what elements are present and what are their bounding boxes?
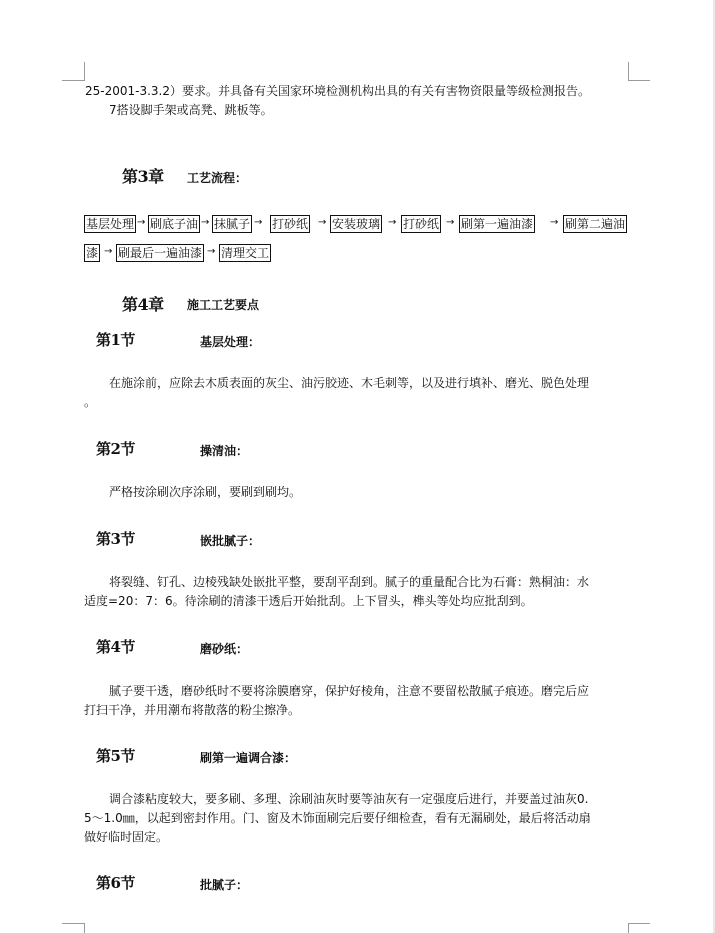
flow-arrow-icon: →: [550, 217, 559, 228]
flow-step: 打砂纸: [272, 217, 309, 231]
flow-arrow-icon: →: [104, 246, 113, 257]
crop-mark-bottom-right-v: [628, 923, 629, 933]
section-title: 基层处理：: [200, 335, 261, 349]
flow-step: 刷底子油: [150, 217, 199, 231]
flow-arrow-icon: →: [137, 217, 146, 228]
section-number: 第4节: [96, 638, 135, 656]
section-number: 第5节: [96, 747, 135, 765]
body-line: 在施涂前，应除去木质表面的灰尘、油污胶迹、木毛刺等，以及进行填补、磨光、脱色处理: [109, 376, 590, 390]
body-line: 调合漆粘度较大，要多刷、多理、涂刷油灰时要等油灰有一定强度后进行，并要盖过油灰0.: [109, 792, 589, 806]
flow-step: 刷最后一遍油漆: [118, 246, 203, 260]
body-line: 腻子要干透，磨砂纸时不要将涂膜磨穿，保护好棱角，注意不要留松散腻子痕迹。磨完后应: [109, 684, 590, 698]
section-number: 第1节: [96, 331, 135, 349]
crop-mark-top-left-h: [62, 80, 85, 81]
crop-mark-top-right-v: [628, 62, 629, 81]
crop-mark-bottom-left-h: [62, 923, 85, 924]
section-title: 操清油：: [200, 444, 249, 458]
flow-arrow-icon: →: [388, 217, 397, 228]
flow-arrow-icon: →: [318, 217, 327, 228]
flow-arrow-icon: →: [254, 217, 263, 228]
body-line: 将裂缝、钉孔、边棱残缺处嵌批平整，要刮平刮到。腻子的重量配合比为石膏：熟桐油：水: [109, 575, 590, 589]
section-title: 刷第一遍调合漆：: [200, 751, 297, 765]
flow-arrow-icon: →: [446, 217, 455, 228]
body-line: 做好临时固定。: [84, 830, 169, 844]
flow-step: 基层处理: [86, 217, 135, 231]
crop-mark-top-right-h: [628, 80, 650, 81]
flow-step: 抹腻子: [214, 217, 251, 231]
flow-step: 刷第二遍油: [565, 217, 626, 231]
body-line: 打扫干净，并用潮布将散落的粉尘擦净。: [84, 703, 301, 717]
body-line: 7搭设脚手架或高凳、跳板等。: [109, 103, 273, 117]
chapter-number: 第4章: [122, 295, 164, 314]
body-line: 。: [84, 395, 97, 409]
section-title: 嵌批腻子：: [200, 534, 261, 548]
flow-step: 安装玻璃: [332, 217, 381, 231]
chapter-number: 第3章: [122, 167, 164, 186]
chapter-title: 工艺流程：: [187, 171, 248, 185]
section-number: 第2节: [96, 440, 135, 458]
flow-step: 漆: [86, 246, 99, 260]
crop-mark-top-left-v: [84, 62, 85, 81]
crop-mark-bottom-left-v: [84, 923, 85, 933]
section-number: 第3节: [96, 530, 135, 548]
body-line: 5～1.0㎜，以起到密封作用。门、窗及木饰面刷完后要仔细检查，看有无漏刷处，最后将活动扇: [84, 811, 591, 825]
section-title: 磨砂纸：: [200, 642, 249, 656]
crop-mark-bottom-right-h: [628, 923, 650, 924]
body-line: 25-2001-3.3.2）要求。并具备有关国家环境检测机构出具的有关有害物资限量等级检测报告。: [85, 84, 591, 98]
section-title: 批腻子：: [200, 878, 249, 892]
flow-arrow-icon: →: [201, 217, 210, 228]
body-line: 适度=20：7：6。待涂刷的清漆干透后开始批刮。上下冒头，榫头等处均应批刮到。: [84, 594, 533, 608]
flow-step: 刷第一遍油漆: [461, 217, 534, 231]
flow-step: 打砂纸: [403, 217, 440, 231]
flow-step: 清理交工: [221, 246, 270, 260]
chapter-title: 施工工艺要点: [187, 298, 260, 312]
section-number: 第6节: [96, 874, 135, 892]
body-line: 严格按涂刷次序涂刷，要刷到刷均。: [109, 485, 302, 499]
flow-arrow-icon: →: [207, 246, 216, 257]
